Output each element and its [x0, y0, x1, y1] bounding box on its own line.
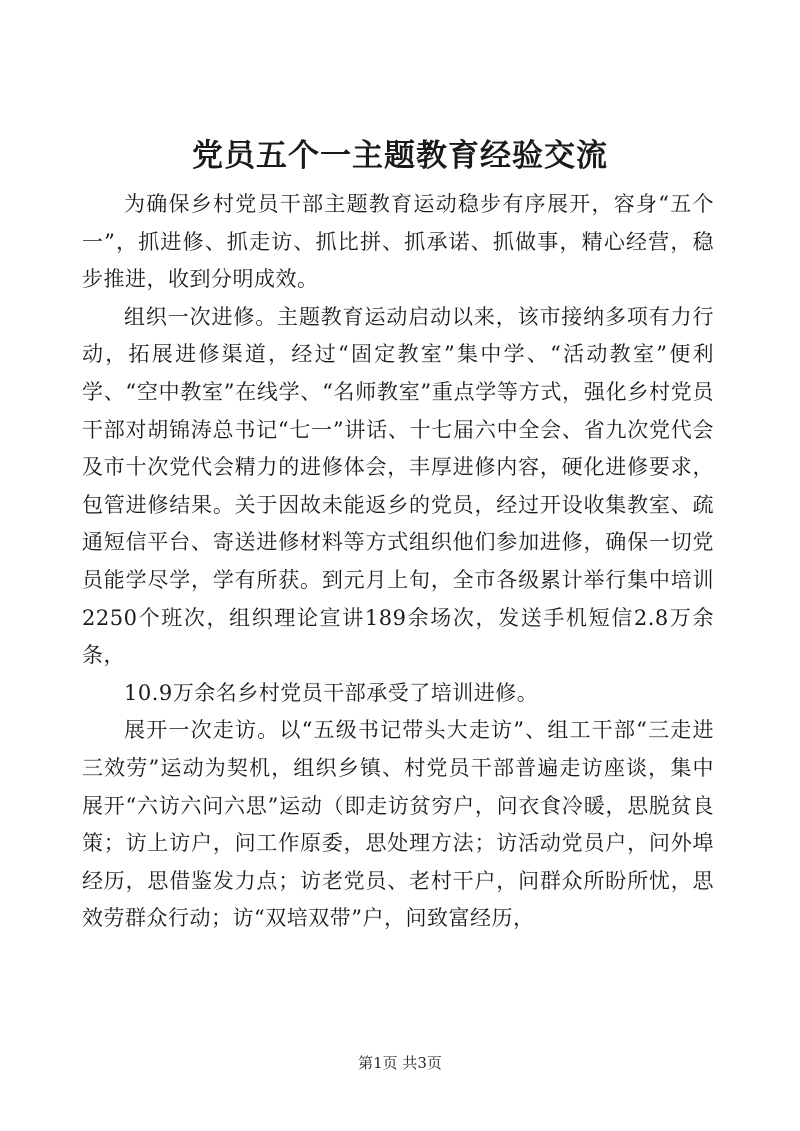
document-title: 党员五个一主题教育经验交流	[192, 138, 608, 174]
page-footer: 第1页 共3页	[358, 1054, 442, 1072]
paragraph-intro: 为确保乡村党员干部主题教育运动稳步有序展开，容身“五个一”，抓进修、抓走访、抓比拼、抓承诺、抓做事，精心经营，稳步推进，收到分明成效。	[82, 192, 714, 292]
paragraph-training-count: 10.9万余名乡村党员干部承受了培训进修。	[124, 680, 539, 705]
document-body	[82, 186, 714, 938]
paragraph-visit: 展开一次走访。以“五级书记带头大走访”、组工干部“三走进三效劳”运动为契机，组织乡镇、村党员干部普遍走访座谈，集中展开“六访六问六思”运动（即走访贫穷户，问衣食冷暖，思脱贫良策；访上访户，问工作原委，思处理方法；访活动党员户，问外埠经历，思借鉴发力点；访老党员、老村干户，问群众所盼所忧，思效劳群众行动；访“双培双带”户，问致富经历，	[82, 718, 714, 931]
paragraph-study: 组织一次进修。主题教育运动启动以来，该市接纳多项有力行动，拓展进修渠道，经过“固定教室”集中学、“活动教室”便利学、“空中教室”在线学、“名师教室”重点学等方式，强化乡村党员干部对胡锦涛总书记“七一”讲话、十七届六中全会、省九次党代会及市十次党代会精力的进修体会，丰厚进修内容，硬化进修要求，包管进修结果。关于因故未能返乡的党员，经过开设收集教室、疏通短信平台、寄送进修材料等方式组织他们参加进修，确保一切党员能学尽学，学有所获。到元月上旬，全市各级累计举行集中培训2250个班次，组织理论宣讲189余场次，发送手机短信2.8万余条，	[82, 304, 714, 668]
